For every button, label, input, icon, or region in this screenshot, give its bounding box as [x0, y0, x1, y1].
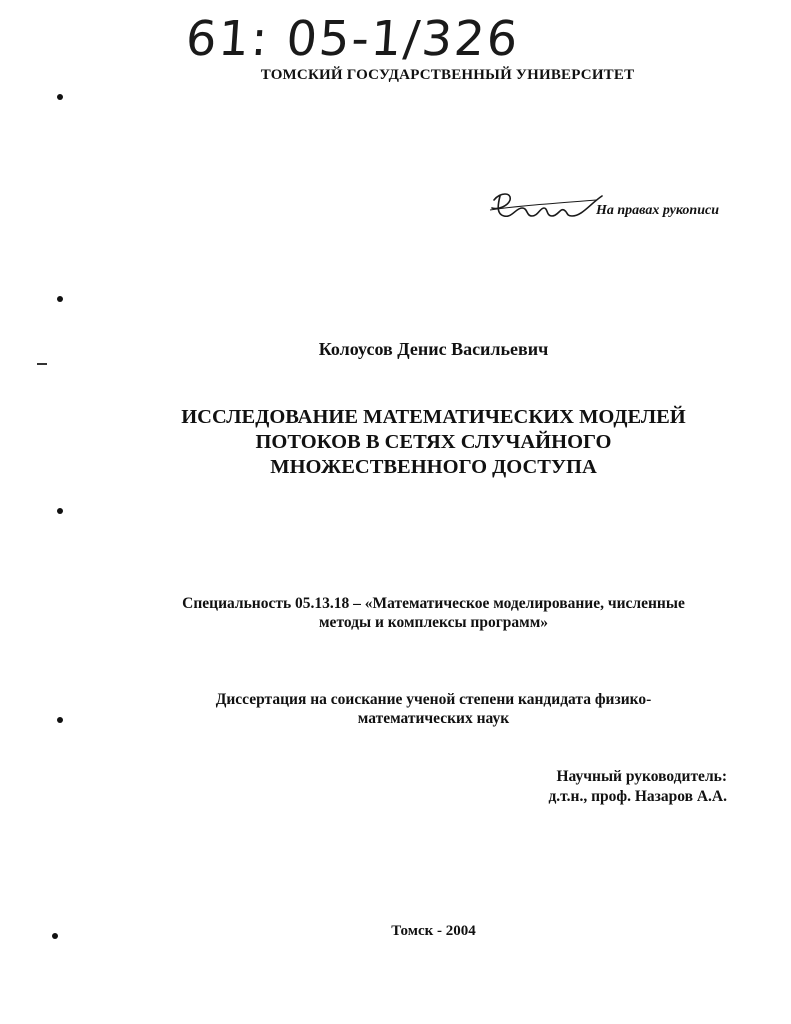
supervisor-block [548, 767, 727, 807]
signature-image [486, 186, 604, 226]
title-line: ИССЛЕДОВАНИЕ МАТЕМАТИЧЕСКИХ МОДЕЛЕЙ [181, 406, 686, 428]
dissertation-title [38, 405, 791, 480]
binding-hole-mark [57, 296, 63, 302]
binding-hole-mark [57, 94, 63, 100]
handwritten-catalog-code: 61: 05-1/326 [184, 11, 522, 67]
specialty-block [38, 594, 791, 632]
specialty-line: методы и комплексы программ» [319, 614, 548, 631]
place-year: Томск - 2004 [391, 923, 476, 939]
rights-note: На правах рукописи [596, 203, 719, 218]
degree-line: математических наук [357, 710, 510, 727]
binding-hole-mark [57, 717, 63, 723]
degree-statement [38, 690, 791, 728]
binding-hole-mark [57, 508, 63, 514]
specialty-line: Специальность 05.13.18 – «Математическое моделирование, численные [182, 595, 685, 612]
supervisor-name: д.т.н., проф. Назаров А.А. [548, 788, 727, 805]
scan-artifact-mark [37, 363, 47, 365]
title-line: МНОЖЕСТВЕННОГО ДОСТУПА [270, 456, 597, 478]
title-line: ПОТОКОВ В СЕТЯХ СЛУЧАЙНОГО [255, 431, 612, 453]
binding-hole-mark [52, 933, 58, 939]
degree-line: Диссертация на соискание ученой степени кандидата физико- [215, 691, 652, 708]
university-name: ТОМСКИЙ ГОСУДАРСТВЕННЫЙ УНИВЕРСИТЕТ [260, 67, 635, 83]
supervisor-label: Научный руководитель: [556, 768, 727, 785]
author-name: Колоусов Денис Васильевич [318, 339, 549, 359]
